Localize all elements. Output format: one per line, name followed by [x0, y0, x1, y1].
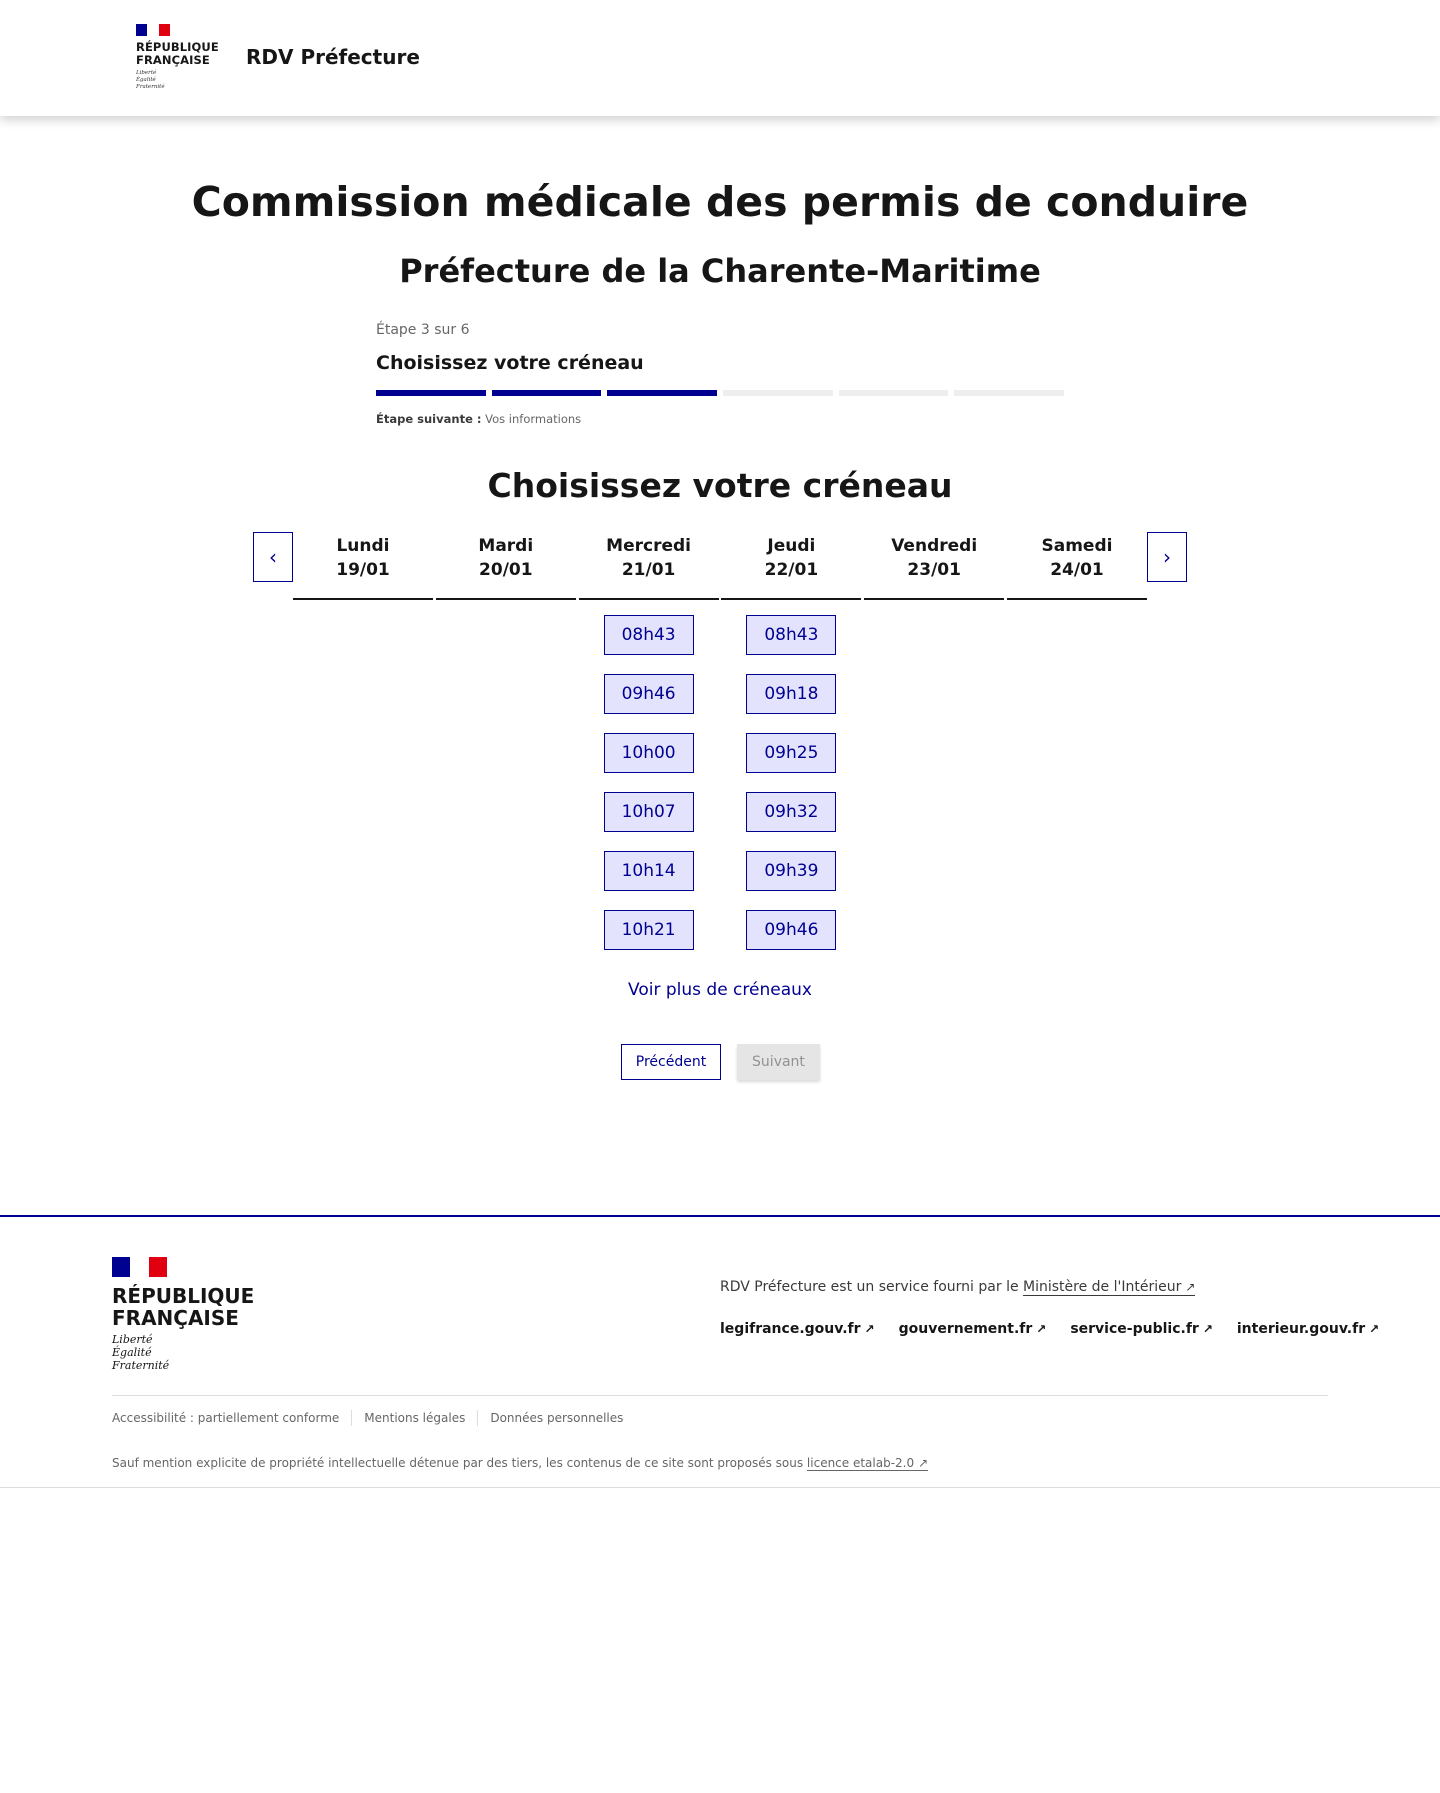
license-link-label: licence etalab-2.0: [806, 1456, 915, 1470]
day-name: Mardi: [478, 536, 534, 556]
slot-list: [721, 600, 861, 950]
republique-francaise-logo[interactable]: [136, 24, 219, 91]
day-column: [436, 532, 576, 950]
day-header: [293, 532, 433, 600]
site-title[interactable]: RDV Préfecture: [246, 45, 420, 69]
external-link-icon: ↗: [918, 1456, 929, 1470]
calendar-days: [293, 532, 1147, 950]
footer-description-text: RDV Préfecture est un service fourni par le: [720, 1279, 1024, 1295]
step-bar-1: [376, 390, 486, 396]
footer-divider: [112, 1395, 1328, 1396]
external-link-icon: ↗: [864, 1322, 875, 1336]
time-slot-button[interactable]: 09h18: [746, 674, 836, 714]
day-column: [864, 532, 1004, 950]
day-header: [579, 532, 719, 600]
footer-link-label: legifrance.gouv.fr: [720, 1321, 861, 1337]
day-column: [293, 532, 433, 950]
section-title: Choisissez votre créneau: [487, 466, 953, 505]
day-date: 24/01: [1050, 560, 1104, 580]
time-slot-button[interactable]: 08h43: [604, 615, 694, 655]
day-column: [721, 532, 861, 950]
footer-bottom-link[interactable]: Mentions légales: [364, 1411, 466, 1425]
time-slot-button[interactable]: 09h46: [604, 674, 694, 714]
day-date: 19/01: [336, 560, 390, 580]
footer-links: [720, 1321, 1379, 1337]
day-date: 22/01: [764, 560, 819, 580]
footer-link[interactable]: [1070, 1321, 1213, 1337]
french-flag-icon: [136, 24, 170, 36]
motto-liberte: Liberté: [136, 70, 157, 76]
footer-link-label: gouvernement.fr: [898, 1321, 1033, 1337]
time-slot-button[interactable]: 09h25: [746, 733, 836, 773]
footer-bottom-link[interactable]: Accessibilité : partiellement conforme: [112, 1411, 340, 1425]
step-progress-bar: [376, 390, 1064, 396]
slot-list: [579, 600, 719, 950]
day-name: Mercredi: [606, 536, 691, 556]
footer-bottom-link[interactable]: Données personnelles: [490, 1411, 624, 1425]
day-header: [721, 532, 861, 600]
footer-motto-egalite: Égalité: [112, 1346, 152, 1359]
time-slot-button[interactable]: 09h32: [746, 792, 836, 832]
previous-button[interactable]: Précédent: [621, 1044, 721, 1080]
footer-link-label: service-public.fr: [1070, 1321, 1199, 1337]
time-slot-button[interactable]: 09h39: [746, 851, 836, 891]
day-name: Lundi: [336, 536, 390, 556]
external-link-icon: ↗: [1369, 1322, 1380, 1336]
footer-link[interactable]: [720, 1321, 875, 1337]
footer-license: [112, 1456, 928, 1470]
slot-list: [293, 600, 433, 615]
footer-link-divider: [351, 1410, 352, 1426]
day-date: 21/01: [621, 560, 676, 580]
external-link-icon: ↗: [1036, 1322, 1047, 1336]
footer-link-divider: [477, 1410, 478, 1426]
license-link[interactable]: [807, 1456, 928, 1471]
external-link-icon: ↗: [1202, 1322, 1213, 1336]
day-name: Vendredi: [891, 536, 978, 556]
logo-line-1: RÉPUBLIQUE: [136, 40, 219, 54]
day-date: 20/01: [479, 560, 533, 580]
day-name: Samedi: [1041, 536, 1113, 556]
step-title: Choisissez votre créneau: [376, 352, 644, 374]
time-slot-button[interactable]: 10h14: [604, 851, 694, 891]
license-text: Sauf mention explicite de propriété intellectuelle détenue par des tiers, les contenus de ce site sont proposés sous: [112, 1456, 807, 1470]
step-count: Étape 3 sur 6: [376, 322, 470, 338]
day-date: 23/01: [907, 560, 961, 580]
footer-motto-fraternite: Fraternité: [112, 1359, 170, 1372]
step-bar-3: [607, 390, 717, 396]
step-bar-5: [839, 390, 949, 396]
ministere-link-label: Ministère de l'Intérieur: [1023, 1279, 1182, 1295]
footer-republique-francaise-logo[interactable]: [112, 1257, 254, 1372]
logo-text: [136, 41, 219, 67]
step-bar-6: [954, 390, 1064, 396]
page-title: Commission médicale des permis de conduire: [191, 178, 1249, 226]
time-slot-button[interactable]: 10h21: [604, 910, 694, 950]
site-header: [0, 0, 1440, 116]
step-bar-2: [492, 390, 602, 396]
step-next: [376, 412, 1064, 426]
footer-logo-text: [112, 1285, 254, 1329]
day-column: [1007, 532, 1147, 950]
chevron-right-icon: ›: [1163, 545, 1171, 569]
footer-description: [720, 1279, 1195, 1295]
day-header: [864, 532, 1004, 600]
footer-link[interactable]: [899, 1321, 1047, 1337]
day-header: [436, 532, 576, 600]
slot-list: [1007, 600, 1147, 615]
stepper: [376, 322, 1064, 426]
day-name: Jeudi: [767, 536, 816, 556]
time-slot-button[interactable]: 09h46: [746, 910, 836, 950]
footer-motto-liberte: Liberté: [112, 1333, 153, 1346]
next-button: Suivant: [737, 1044, 820, 1080]
site-footer: [0, 1215, 1440, 1488]
day-column: [579, 532, 719, 950]
slot-list: [436, 600, 576, 615]
next-week-button[interactable]: [1147, 532, 1187, 582]
step-next-label: Étape suivante :: [376, 412, 482, 426]
chevron-left-icon: ‹: [269, 545, 277, 569]
page-subtitle: Préfecture de la Charente-Maritime: [399, 252, 1041, 290]
time-slot-button[interactable]: 10h07: [604, 792, 694, 832]
logo-line-2: FRANÇAISE: [136, 53, 210, 67]
previous-week-button[interactable]: [253, 532, 293, 582]
step-bar-4: [723, 390, 833, 396]
time-slot-button[interactable]: 08h43: [746, 615, 836, 655]
time-slot-button[interactable]: 10h00: [604, 733, 694, 773]
motto-egalite: Égalité: [136, 77, 156, 83]
ministere-link[interactable]: [1023, 1279, 1195, 1296]
step-next-value: Vos informations: [485, 412, 582, 426]
motto-fraternite: Fraternité: [136, 84, 165, 90]
footer-bottom-links: [112, 1410, 623, 1426]
external-link-icon: ↗: [1185, 1280, 1196, 1294]
footer-logo-line-1: RÉPUBLIQUE: [112, 1284, 255, 1308]
footer-logo-line-2: FRANÇAISE: [112, 1306, 239, 1330]
slot-list: [864, 600, 1004, 615]
french-flag-icon: [112, 1257, 167, 1277]
footer-link[interactable]: [1237, 1321, 1379, 1337]
more-slots-link[interactable]: Voir plus de créneaux: [628, 980, 812, 1000]
footer-logo-motto: [112, 1333, 254, 1372]
day-header: [1007, 532, 1147, 600]
footer-link-label: interieur.gouv.fr: [1236, 1321, 1366, 1337]
logo-motto: [136, 70, 219, 91]
